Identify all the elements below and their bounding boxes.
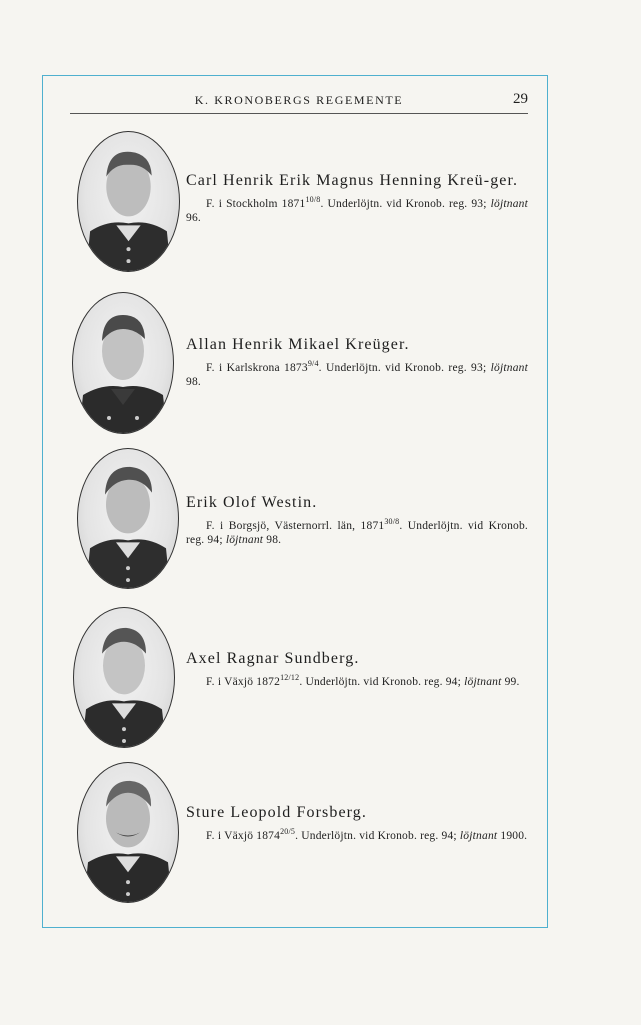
person-details: [186, 515, 528, 547]
rank-title: löjtnant: [459, 829, 498, 842]
service-record: . Underlöjtn. vid Kronob. reg. 93;: [320, 197, 491, 210]
service-record: . Underlöjtn. vid Kronob. reg. 93;: [318, 361, 491, 374]
portrait-photo: [72, 292, 174, 434]
birth-place: F. i Växjö 1872: [206, 675, 281, 688]
person-name: Carl Henrik Erik Magnus Henning Kreü-ger.: [186, 172, 519, 189]
entry-sundberg: [0, 605, 641, 755]
rank-title: löjtnant: [225, 533, 264, 546]
service-record: . Underlöjtn. vid Kronob. reg. 94;: [299, 675, 465, 688]
birth-date: 9/4: [307, 359, 319, 368]
entry-text: [186, 650, 528, 689]
person-name: Allan Henrik Mikael Kreüger.: [186, 336, 410, 353]
rank-year: 99.: [501, 675, 520, 688]
person-details: [186, 825, 528, 843]
rank-year: 98.: [186, 375, 201, 388]
header-title: K. KRONOBERGS REGEMENTE: [194, 93, 404, 107]
person-name: Erik Olof Westin.: [186, 494, 318, 511]
rank-year: 96.: [186, 211, 201, 224]
entry-kreuger-carl: [0, 128, 641, 278]
person-name: Sture Leopold Forsberg.: [186, 804, 367, 821]
person-details: [186, 193, 528, 225]
portrait-photo: [73, 607, 175, 748]
birth-place: F. i Karlskrona 1873: [206, 361, 308, 374]
entry-forsberg: [0, 760, 641, 910]
rank-year: 98.: [263, 533, 282, 546]
birth-date: 10/8: [305, 195, 321, 204]
entry-text: [186, 172, 528, 225]
entry-text: [186, 804, 528, 843]
rank-year: 1900.: [497, 829, 528, 842]
portrait-photo: [77, 448, 179, 589]
portrait-photo: [77, 131, 180, 272]
page-number: 29: [513, 91, 528, 107]
entry-westin: [0, 446, 641, 596]
running-header: [70, 91, 528, 114]
entry-kreuger-allan: [0, 290, 641, 440]
birth-place: F. i Växjö 1874: [206, 829, 281, 842]
birth-date: 20/5: [280, 827, 296, 836]
person-name: Axel Ragnar Sundberg.: [186, 650, 360, 667]
birth-place: F. i Borgsjö, Västernorrl. län, 1871: [206, 519, 385, 532]
birth-date: 30/8: [384, 517, 400, 526]
service-record: . Underlöjtn. vid Kronob. reg. 94;: [295, 829, 460, 842]
service-record: . Underlöjtn. vid Kronob. reg. 94;: [186, 519, 529, 546]
birth-date: 12/12: [280, 673, 300, 682]
rank-title: löjtnant: [490, 197, 528, 210]
rank-title: löjtnant: [464, 675, 502, 688]
person-details: [186, 357, 528, 389]
entry-text: [186, 494, 528, 547]
person-details: [186, 671, 528, 689]
birth-place: F. i Stockholm 1871: [206, 197, 306, 210]
entry-text: [186, 336, 528, 389]
rank-title: löjtnant: [490, 361, 528, 374]
portrait-photo: [77, 762, 179, 903]
